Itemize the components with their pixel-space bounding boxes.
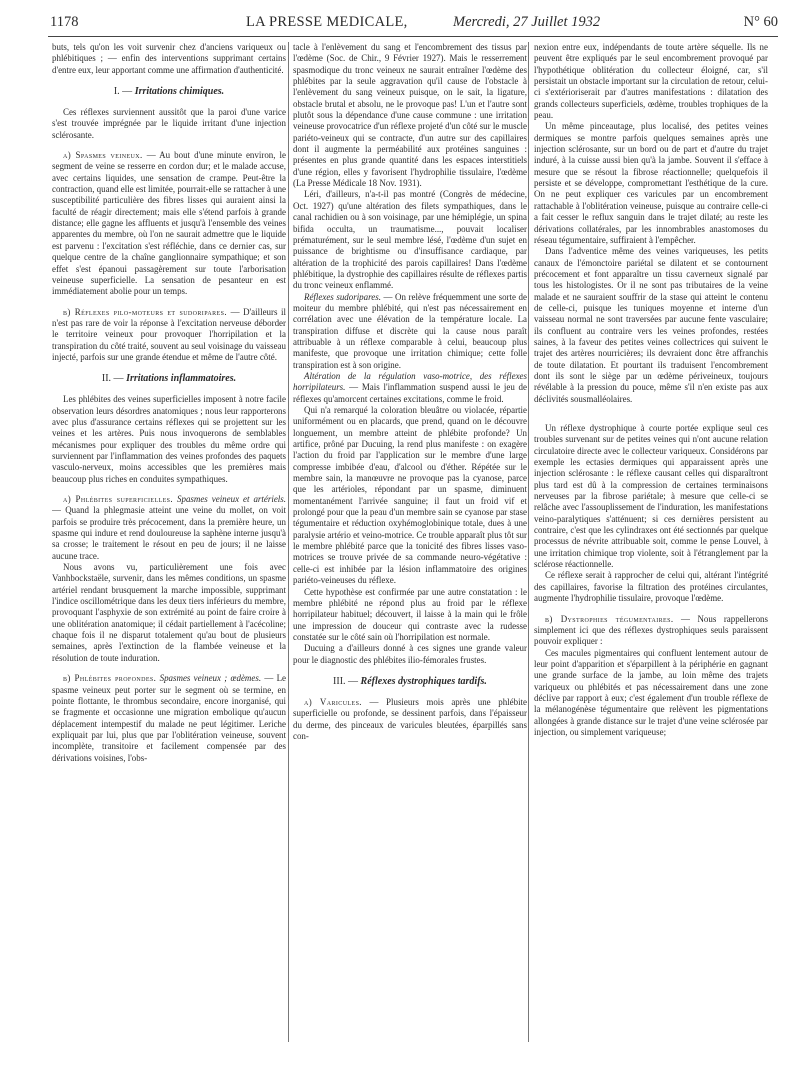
header-rule — [48, 36, 778, 37]
paragraph: Léri, d'ailleurs, n'a-t-il pas montré (Congrès de médecine, Oct. 1927) qu'une altération des filets sympathiques, dans le canal rachidien ou à son voisinage, par une hémiplégie, un spina bifida occulta, un traumatisme..., pouvait localiser prématurément, sur le seul membre lésé, l'œdème d'un sujet en puissance de brightisme ou d'insuffisance cardiaque, par altération de la trophicité des parois capillaires! Dans l'œdème phlébitique, la dystrophie des capillaires résulte de réflexes partis du tronc veineux enflammé. — [293, 189, 527, 291]
paragraph: a) Varicules. — Plusieurs mois après une phlébite superficielle ou profonde, se dessinent parfois, dans l'épaisseur du derme, des pinceaux de varicules bleutées, éparpillés sans con- — [293, 696, 527, 741]
paragraph: Ce réflexe serait à rapprocher de celui qui, altérant l'intégrité des capillaires, favorise la filtration des protéines circulantes, augmente l'hydrophilie tissulaire, provoque l'œdème. — [534, 570, 768, 604]
paragraph: Dans l'adventice même des veines variqueuses, les petits canaux de l'émonctoire pariétal se dilatent et se contournent précocement et font apparaître un tissu caverneux signalé par tous les histologistes. Or il ne sont pas tributaires de la veine malade et ne sauraient souffrir de la stase qui atteint le contenu de celle-ci, puisque les tuniques moyenne et interne d'un vaisseau normal ne sont traversées par aucune fente vasculaire; ils confluent au contraire vers les veines profondes, restées saines, à la faveur des petites veines collectrices qui suivent le trajet des artères nourricières; ils devraient donc être affranchis de toute dilatation. Et pourtant ils traduisent l'encombrement dont ils sont le siège par un œdème périveineux, toujours révélable à la pression du pouce, même s'il n'en existe pas aux déclivités sousmalléolaires. — [534, 246, 768, 404]
column-divider — [528, 42, 529, 1042]
paragraph: Ducuing a d'ailleurs donné à ces signes une grande valeur pour le diagnostic des phlébites ilio-fémorales frustes. — [293, 643, 527, 665]
paragraph: Ces réflexes surviennent aussitôt que la paroi d'une varice s'est trouvée imprégnée par le liquide irritant d'une injection sclérosante. — [52, 107, 286, 140]
column-1 — [52, 42, 286, 1072]
paragraph: Qui n'a remarqué la coloration bleuâtre ou violacée, répartie uniformément ou en placards, que prend, quand on le découvre longuement, un membre atteint de phlébite profonde? Un artifice, prôné par Ducuing, la rend plus manifeste : on exagère l'action du froid par l'application sur le membre d'une large compresse imbibée d'eau, d'alcool ou d'éther. Répétée sur le membre sain, la manœuvre ne provoque pas la cyanose, parce que les artérioles, répondant par un spasme, diminuent momentanément l'arrivée sanguine; il faut un froid vif et prolongé pour que la peau d'un membre sain se cyanose par stase tégumentaire et réduction oxyhémoglobinique totale, dues à une paralysie artério et veino-motrice. Ce trouble apparaît plus tôt sur le membre phlébité parce que la tonicité des fibres lisses vaso-motrices se trouve privée de sa commande neuro-végétative : celle-ci est inhibée par la lésion inflammatoire des origines pariéto-veineuses du réflexe. — [293, 405, 527, 586]
page-number: 1178 — [50, 14, 79, 30]
column-2 — [293, 42, 527, 1072]
journal-title: LA PRESSE MEDICALE, — [246, 14, 408, 30]
column-divider — [288, 42, 289, 1042]
section-heading: II. — Irritations inflammatoires. — [101, 373, 237, 385]
paragraph: Un réflexe dystrophique à courte portée explique seul ces troubles survenant sur de petites veines qui n'ont aucune relation circulatoire directe avec le collecteur variqueux. Considérons par exemple les ectasies dermiques qui apparaissent après une injection sclérosante : le réflexe causant celles qui disparaîtront plus tard est dû à la compression de certaines terminaisons nerveuses par la fibrose pariétale; à mesure que celle-ci se relâche avec l'assouplissement de l'induration, les manifestations veino-paralytiques s'atténuent; si ces dernières persistent au contraire, c'est que les cylindraxes ont été sectionnés par quelque processus de névrite attribuable soit, comme le pense Louvel, à une irritation chimique trop violente, soit à l'étranglement par la sclérose réactionnelle. — [534, 423, 768, 570]
paragraph: Un même pinceautage, plus localisé, des petites veines dermiques se montre parfois quelques semaines après une injection sclérosante, sur un bord ou de part et d'autre du trajet induré, à la cuisse aussi bien qu'à la jambe. Souvent il s'efface à mesure que se résout la fibrose réactionnelle; quelquefois il persiste et se développe, compromettant l'esthétique de la cure. On ne peut expliquer ces varicules par un encombrement rattachable à l'oblitération veineuse, puisque au contraire celle-ci a fait cesser le reflux sanguin dans le trajet dilaté; au reste les dérivations collatérales, par les innombrables anastomoses du réseau tégumentaire, suffiraient à l'empêcher. — [534, 121, 768, 245]
section-heading: III. — Réflexes dystrophiques tardifs. — [333, 675, 487, 687]
paragraph: b) Dystrophies tégumentaires. — Nous rappellerons simplement ici que des réflexes dystrophiques seuls paraissent pouvoir expliquer : — [534, 613, 768, 647]
column-3 — [534, 42, 768, 1072]
paragraph: nexion entre eux, indépendants de toute artère séquelle. Ils ne peuvent être expliqués par le seul encombrement provoqué par l'hypothétique oblitération du collecteur éloigné, car, s'il persistait un obstacle important sur la circulation de retour, celui-ci s'extérioriserait par d'autres manifestations : dilatation des grands collecteurs superficiels, œdème, troubles trophiques de la peau. — [534, 42, 768, 121]
paragraph: Ces macules pigmentaires qui confluent lentement autour de leur point d'apparition et s'éparpillent à la périphérie en gagnant une grande surface de la jambe, au loin même des trajets variqueux ou phlébités et pas nécessairement dans une zone déclive par rapport à eux; c'est également d'un trouble réflexe de la mélanogénèse tégumentaire que relèvent les pigmentations allongées à grande distance sur le trajet d'une veine sclérosée par injection, ou simplement variqueuse; — [534, 647, 768, 737]
paragraph: a) Phlébites superficielles. Spasmes veineux et artériels. — Quand la phlegmasie atteint une veine du mollet, on voit parfois se produire très précocement, dans la première heure, un spasme qui indure et rend douloureuse la saphène interne jusqu'à sa crosse; le traitement le résout en peu de jours; il ne laisse aucune trace. — [52, 494, 286, 561]
paragraph: b) Phlébites profondes. Spasmes veineux ; œdèmes. — Le spasme veineux peut porter sur le segment où se termine, en pointe flottante, le thrombus secondaire, encore inorganisé, qui se fragmente et occasionne une migration embolique qu'aucun déplacement intempestif du malade ne peut légitimer. Leriche expliquait par lui, plus que par l'oblitération veineuse, souvent incomplète, transitoire et facilement compensée par des dérivations voisines, l'obs- — [52, 673, 286, 763]
issue-number: N° 60 — [743, 14, 778, 30]
paragraph: a) Spasmes veineux. — Au bout d'une minute environ, le segment de veine se resserre en cordon dur; et le malade accuse, avec certains liquides, une sensation de crampe. Peut-être la contraction, quand elle est limitée, pourrait-elle se rattacher à une susceptibilité particulière des fibres lisses qui auraient ainsi la faculté de réagir directement; mais elle s'étend parfois à grande distance; elle gagne les affluents et jusqu'à l'ensemble des veines apparentes du membre, où l'on ne saurait admettre que le liquide est parvenu : l'excitation s'est réfléchie, dans ce dernier cas, sur quelque centre de la chaîne ganglionnaire sympathique; et son effet s'est épanoui passagèrement sur toute l'arborisation veineuse superficielle. La sensation de pesanteur en est immédiatement abolie pour un temps. — [52, 150, 286, 297]
paragraph: Altération de la régulation vaso-motrice, des réflexes horripilateurs. — Mais l'inflammation suspend aussi le jeu de réflexes qu'amorcent certaines excitations, comme le froid. — [293, 370, 527, 404]
section-heading: I. — Irritations chimiques. — [113, 86, 225, 98]
paragraph: tacle à l'enlèvement du sang et l'encombrement des tissus par l'œdème (Soc. de Chir., 9 Février 1927). Mais le resserrement spasmodique du tronc veineux ne saurait entraîner l'œdème des phlébites par la seule aggravation qu'il cause de l'obstacle à l'enlèvement du sang veineux puisque, on le sait, la ligature, obstacle brutal et absolu, ne le provoque pas! L'un et l'autre sont plutôt sous la dépendance d'une cause commune : une irritation veineuse provocatrice d'un réflexe projeté d'un côté sur le muscle pariéto-veineux qui se contracte, d'un autre sur des capillaires dont il augmente la perméabilité aux protéines sanguines : présentes en plus grande quantité dans les espaces interstitiels d'une région, elles y favorisent l'hydrophilie tissulaire, l'œdème (La Presse Médicale 18 Nov. 1931). — [293, 42, 527, 189]
page-header — [50, 14, 778, 38]
paragraph: Cette hypothèse est confirmée par une autre constatation : le membre phlébité ne répond plus au froid par le réflexe horripilateur habituel; découvert, il laisse à la main qui le frôle une impression de douceur qui contraste avec la rudesse constatée sur le côté sain où l'horripilation est normale. — [293, 586, 527, 642]
issue-date: Mercredi, 27 Juillet 1932 — [453, 14, 601, 30]
paragraph: Nous avons vu, particulièrement une fois avec Vanhbockstaële, survenir, dans les mêmes conditions, un spasme artériel rendant brusquement la marche impossible, supprimant l'indice oscillométrique dans les deux tiers inférieurs du membre, provoquant l'asphyxie de son extrémité au point de faire croire à une oblitération anatomique; il cédait partiellement à l'acécoline; chaque fois il ne disparut totalement qu'au bout de plusieurs semaines, après l'extinction de la flambée veineuse et la résolution de toute induration. — [52, 562, 286, 663]
paragraph: Réflexes sudoripares. — On relève fréquemment une sorte de moiteur du membre phlébité, qui n'est pas nécessairement en corrélation avec une élévation de la température locale. La transpiration diffuse et discrète qui la cause nous paraît attribuable à un réflexe comparable à celui, beaucoup plus manifeste, que provoque une irritation chimique; cette folle transpiration est à son origine. — [293, 291, 527, 370]
paragraph: Les phlébites des veines superficielles imposent à notre facile observation leurs désordres anatomiques ; nous leur rapporterons avec plus d'assurance certains réflexes qui se projettent sur les veines et les artères. Puis nous invoquerons de semblables mécanismes pour expliquer des troubles du même ordre qui surviennent par l'inflammation des veines profondes des paquets vasculo-nerveux, moins accessibles que les premières mais beaucoup plus riches en conduites sympathiques. — [52, 394, 286, 484]
paragraph: buts, tels qu'on les voit survenir chez d'anciens variqueux ou phlébitiques ; — enfin des interventions supprimant certains d'entre eux, leur apportant comme une affirmation d'authenticité. — [52, 42, 286, 75]
paragraph: b) Réflexes pilo-moteurs et sudoripares. — D'ailleurs il n'est pas rare de voir la réponse à l'excitation nerveuse déborder le territoire veineux pour provoquer l'horripilation et la transpiration du côté traité, souvent au seul voisinage du vaisseau injecté, parfois sur une grande étendue et même de l'autre côté. — [52, 306, 286, 362]
